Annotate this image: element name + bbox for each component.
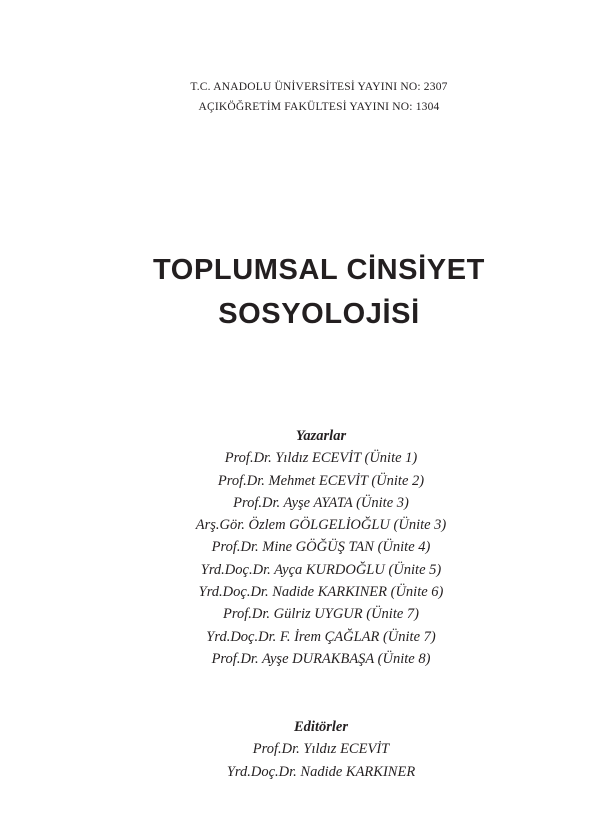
editor-item: Prof.Dr. Yıldız ECEVİT (252, 741, 390, 758)
editor-item: Yrd.Doç.Dr. Nadide KARKINER (226, 763, 416, 780)
author-item: Yrd.Doç.Dr. Nadide KARKINER (Ünite 6) (198, 584, 444, 601)
editors-heading: Editörler (294, 719, 348, 735)
authors-heading: Yazarlar (295, 428, 347, 444)
author-item: Yrd.Doç.Dr. F. İrem ÇAĞLAR (Ünite 7) (206, 628, 436, 645)
publisher-line-university: T.C. ANADOLU ÜNİVERSİTESİ YAYINI NO: 2307 (190, 81, 448, 93)
authors-section (0, 425, 606, 670)
author-item: Prof.Dr. Mine GÖĞÜŞ TAN (Ünite 4) (211, 539, 431, 556)
publisher-info (0, 77, 606, 117)
author-item: Prof.Dr. Ayşe AYATA (Ünite 3) (233, 494, 409, 511)
author-item: Yrd.Doç.Dr. Ayça KURDOĞLU (Ünite 5) (200, 561, 442, 578)
author-item: Prof.Dr. Mehmet ECEVİT (Ünite 2) (217, 472, 425, 489)
author-item: Arş.Gör. Özlem GÖLGELİOĞLU (Ünite 3) (195, 517, 447, 534)
book-title-line-1: TOPLUMSAL CİNSİYET (153, 254, 485, 286)
editors-section (0, 716, 606, 783)
book-title-line-2: SOSYOLOJİSİ (218, 298, 420, 330)
author-item: Prof.Dr. Yıldız ECEVİT (Ünite 1) (224, 450, 418, 467)
publisher-line-faculty: AÇIKÖĞRETİM FAKÜLTESİ YAYINI NO: 1304 (198, 101, 440, 113)
author-item: Prof.Dr. Gülriz UYGUR (Ünite 7) (222, 606, 420, 623)
book-title (0, 248, 606, 336)
author-item: Prof.Dr. Ayşe DURAKBAŞA (Ünite 8) (211, 650, 431, 667)
